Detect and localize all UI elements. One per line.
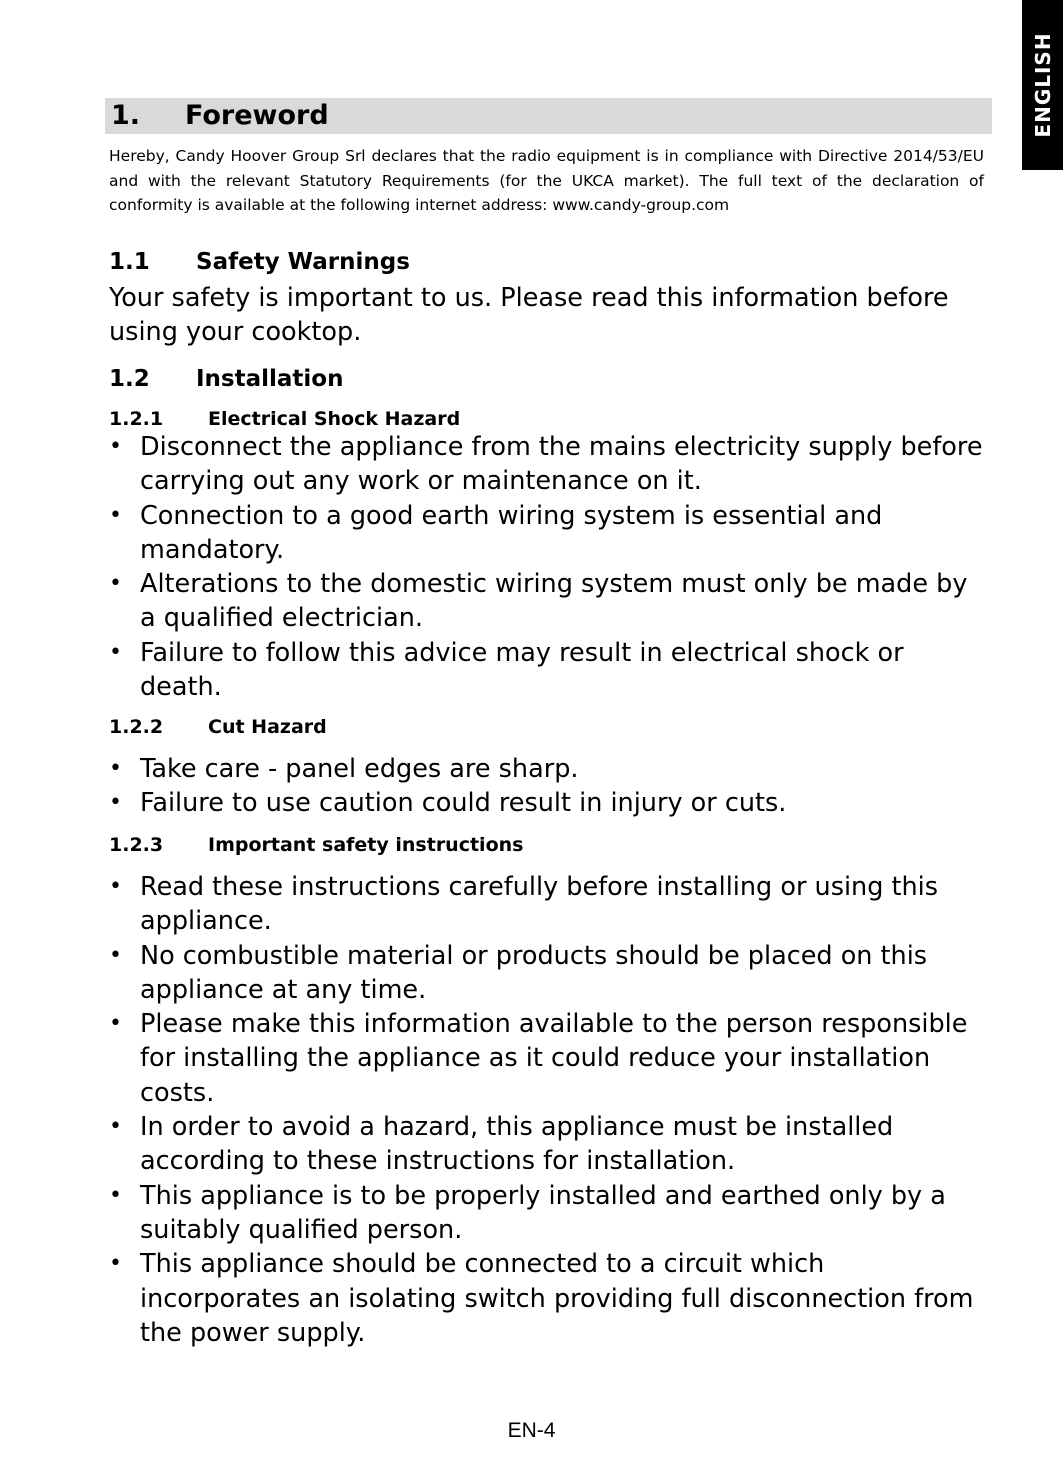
list-item: • This appliance is to be properly installed and earthed only by a suitably qualified person. [109,1179,989,1248]
heading-installation [109,364,344,394]
list-item: • Disconnect the appliance from the mains electricity supply before carrying out any work or maintenance on it. [109,430,989,499]
cut-hazard-list [109,752,989,821]
electrical-hazard-list [109,430,989,704]
page-number: EN-4 [507,1419,556,1442]
heading-number: 1.1 [109,249,150,275]
list-item: • This appliance should be connected to a circuit which incorporates an isolating switch providing full disconnection from the power supply. [109,1247,989,1350]
section-title: Foreword [185,100,329,131]
heading-number: 1.2.1 [109,408,164,430]
heading-cut-hazard [109,714,327,740]
list-item: • Connection to a good earth wiring system is essential and mandatory. [109,499,989,568]
list-item: • Please make this information available to the person responsible for installing the appliance as it could reduce your installation costs. [109,1007,989,1110]
heading-title: Safety Warnings [196,249,410,275]
list-item: • In order to avoid a hazard, this appliance must be installed according to these instructions for installation. [109,1110,989,1179]
safety-intro: Your safety is important to us. Please read this information before using your cooktop. [109,283,949,347]
heading-important-instructions [109,832,524,858]
heading-number: 1.2.2 [109,716,164,738]
foreword-text: Hereby, Candy Hoover Group Srl declares that the radio equipment is in compliance with Directive 2014/53/EU and with the relevant Statutory Requirements (for the UKCA market). The full text of the declaration of conformity is available at the following internet address: www.candy-group.com [109,147,984,215]
list-item: • No combustible material or products should be placed on this appliance at any time. [109,939,989,1008]
heading-title: Important safety instructions [208,834,524,856]
heading-title: Electrical Shock Hazard [208,408,461,430]
list-item: • Failure to use caution could result in injury or cuts. [109,786,989,820]
list-item: • Read these instructions carefully before installing or using this appliance. [109,870,989,939]
heading-title: Cut Hazard [208,716,327,738]
heading-title: Installation [196,366,344,392]
section-heading-foreword [105,98,992,134]
section-number: 1. [111,100,141,131]
list-item: • Take care - panel edges are sharp. [109,752,989,786]
important-instructions-list [109,870,989,1350]
heading-safety-warnings [109,247,410,277]
language-tab-label: ENGLISH [1030,32,1055,138]
language-tab [1022,0,1063,170]
heading-number: 1.2 [109,366,150,392]
heading-number: 1.2.3 [109,834,164,856]
list-item: • Failure to follow this advice may result in electrical shock or death. [109,636,989,705]
list-item: • Alterations to the domestic wiring system must only be made by a qualified electrician. [109,567,989,636]
heading-electrical-shock [109,406,461,432]
